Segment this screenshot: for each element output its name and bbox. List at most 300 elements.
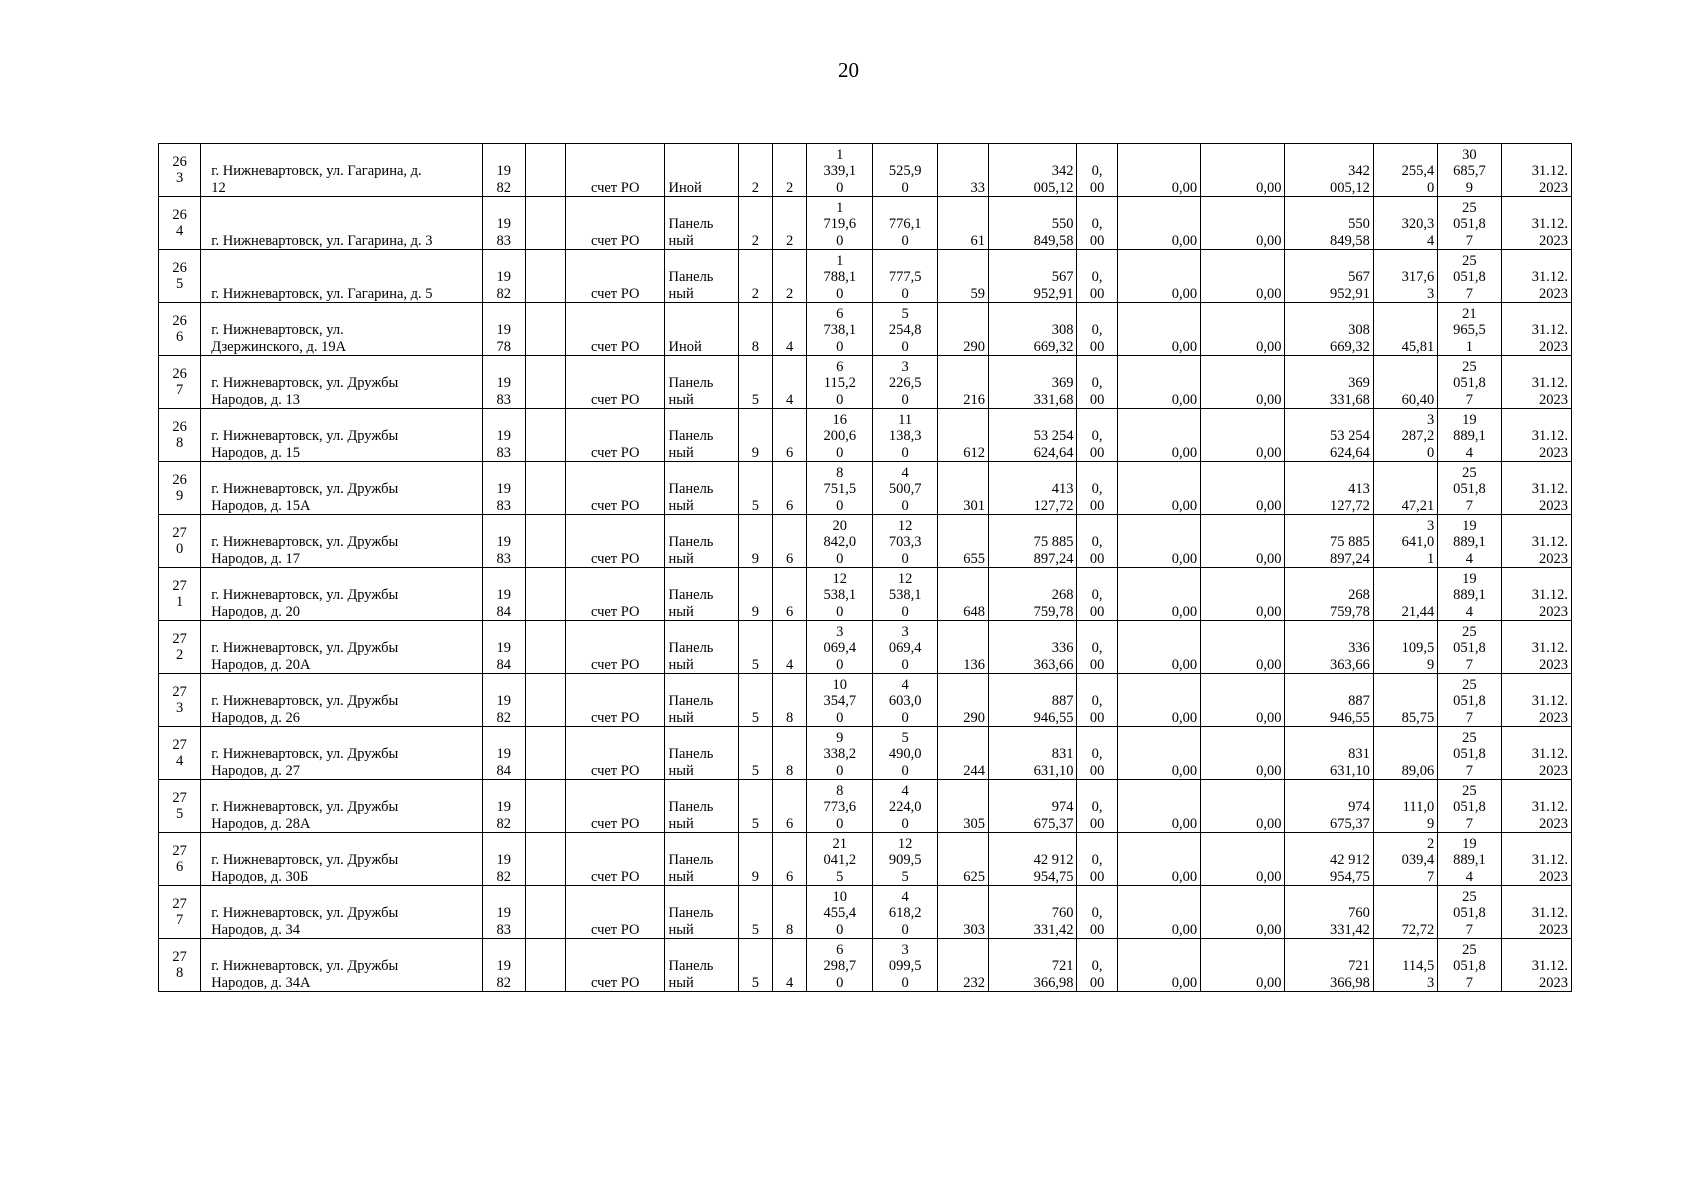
cost-part-1-cell: 0, 00 xyxy=(1077,515,1117,568)
cost-part-1-cell: 0, 00 xyxy=(1077,462,1117,515)
empty-cell xyxy=(525,939,565,992)
cost-part-4-cell: 760 331,42 xyxy=(1285,886,1373,939)
fund-method-cell: счет РО xyxy=(565,568,664,621)
completion-date-cell: 31.12. 2023 xyxy=(1501,621,1571,674)
total-area-cell: 8 751,5 0 xyxy=(807,462,873,515)
residents-cell: 305 xyxy=(937,780,988,833)
cost-part-4-cell: 336 363,66 xyxy=(1285,621,1373,674)
limit-cost-cell: 25 051,8 7 xyxy=(1438,197,1501,250)
limit-cost-cell: 25 051,8 7 xyxy=(1438,462,1501,515)
cost-part-1-cell: 0, 00 xyxy=(1077,250,1117,303)
cost-part-4-cell: 721 366,98 xyxy=(1285,939,1373,992)
address-cell: г. Нижневартовск, ул. Дружбы Народов, д. 30Б xyxy=(201,833,482,886)
cost-part-3-cell: 0,00 xyxy=(1201,303,1285,356)
total-cost-cell: 550 849,58 xyxy=(989,197,1077,250)
cost-part-2-cell: 0,00 xyxy=(1117,515,1200,568)
cost-part-1-cell: 0, 00 xyxy=(1077,409,1117,462)
empty-cell xyxy=(525,462,565,515)
empty-cell xyxy=(525,409,565,462)
limit-cost-cell: 25 051,8 7 xyxy=(1438,886,1501,939)
entrances-cell: 8 xyxy=(772,886,806,939)
cost-part-1-cell: 0, 00 xyxy=(1077,727,1117,780)
year-cell: 19 82 xyxy=(482,780,525,833)
completion-date-cell: 31.12. 2023 xyxy=(1501,568,1571,621)
cost-part-1-cell: 0, 00 xyxy=(1077,303,1117,356)
floors-cell: 5 xyxy=(738,356,772,409)
cost-part-2-cell: 0,00 xyxy=(1117,197,1200,250)
cost-part-1-cell: 0, 00 xyxy=(1077,833,1117,886)
living-area-cell: 4 224,0 0 xyxy=(873,780,937,833)
cost-part-2-cell: 0,00 xyxy=(1117,939,1200,992)
entrances-cell: 4 xyxy=(772,356,806,409)
empty-cell xyxy=(525,144,565,197)
living-area-cell: 4 603,0 0 xyxy=(873,674,937,727)
unit-cost-cell: 85,75 xyxy=(1373,674,1437,727)
living-area-cell: 5 490,0 0 xyxy=(873,727,937,780)
total-cost-cell: 42 912 954,75 xyxy=(989,833,1077,886)
empty-cell xyxy=(525,674,565,727)
wall-material-cell: Панель ный xyxy=(665,886,738,939)
limit-cost-cell: 25 051,8 7 xyxy=(1438,939,1501,992)
row-number-cell: 27 6 xyxy=(159,833,201,886)
completion-date-cell: 31.12. 2023 xyxy=(1501,462,1571,515)
living-area-cell: 776,1 0 xyxy=(873,197,937,250)
floors-cell: 5 xyxy=(738,621,772,674)
empty-cell xyxy=(525,303,565,356)
empty-cell xyxy=(525,886,565,939)
row-number-cell: 26 6 xyxy=(159,303,201,356)
entrances-cell: 6 xyxy=(772,568,806,621)
fund-method-cell: счет РО xyxy=(565,409,664,462)
unit-cost-cell: 45,81 xyxy=(1373,303,1437,356)
cost-part-4-cell: 887 946,55 xyxy=(1285,674,1373,727)
total-area-cell: 1 788,1 0 xyxy=(807,250,873,303)
year-cell: 19 83 xyxy=(482,409,525,462)
total-cost-cell: 887 946,55 xyxy=(989,674,1077,727)
total-area-cell: 16 200,6 0 xyxy=(807,409,873,462)
table-row xyxy=(159,886,1572,939)
cost-part-2-cell: 0,00 xyxy=(1117,727,1200,780)
unit-cost-cell: 72,72 xyxy=(1373,886,1437,939)
cost-part-3-cell: 0,00 xyxy=(1201,144,1285,197)
total-area-cell: 9 338,2 0 xyxy=(807,727,873,780)
empty-cell xyxy=(525,356,565,409)
wall-material-cell: Панель ный xyxy=(665,568,738,621)
row-number-cell: 26 3 xyxy=(159,144,201,197)
living-area-cell: 3 069,4 0 xyxy=(873,621,937,674)
unit-cost-cell: 111,0 9 xyxy=(1373,780,1437,833)
unit-cost-cell: 2 039,4 7 xyxy=(1373,833,1437,886)
address-cell: г. Нижневартовск, ул. Дружбы Народов, д. 17 xyxy=(201,515,482,568)
wall-material-cell: Панель ный xyxy=(665,833,738,886)
unit-cost-cell: 3 287,2 0 xyxy=(1373,409,1437,462)
unit-cost-cell: 317,6 3 xyxy=(1373,250,1437,303)
fund-method-cell: счет РО xyxy=(565,621,664,674)
unit-cost-cell: 114,5 3 xyxy=(1373,939,1437,992)
year-cell: 19 82 xyxy=(482,674,525,727)
living-area-cell: 11 138,3 0 xyxy=(873,409,937,462)
floors-cell: 2 xyxy=(738,250,772,303)
cost-part-4-cell: 268 759,78 xyxy=(1285,568,1373,621)
table-row xyxy=(159,462,1572,515)
entrances-cell: 8 xyxy=(772,727,806,780)
total-cost-cell: 831 631,10 xyxy=(989,727,1077,780)
fund-method-cell: счет РО xyxy=(565,250,664,303)
table-row xyxy=(159,197,1572,250)
wall-material-cell: Панель ный xyxy=(665,674,738,727)
empty-cell xyxy=(525,780,565,833)
wall-material-cell: Панель ный xyxy=(665,409,738,462)
cost-part-3-cell: 0,00 xyxy=(1201,250,1285,303)
completion-date-cell: 31.12. 2023 xyxy=(1501,939,1571,992)
limit-cost-cell: 25 051,8 7 xyxy=(1438,356,1501,409)
total-area-cell: 6 298,7 0 xyxy=(807,939,873,992)
page-number: 20 xyxy=(838,58,859,82)
fund-method-cell: счет РО xyxy=(565,727,664,780)
completion-date-cell: 31.12. 2023 xyxy=(1501,250,1571,303)
address-cell: г. Нижневартовск, ул. Дружбы Народов, д. 20 xyxy=(201,568,482,621)
wall-material-cell: Панель ный xyxy=(665,462,738,515)
total-cost-cell: 268 759,78 xyxy=(989,568,1077,621)
cost-part-3-cell: 0,00 xyxy=(1201,886,1285,939)
living-area-cell: 5 254,8 0 xyxy=(873,303,937,356)
cost-part-2-cell: 0,00 xyxy=(1117,568,1200,621)
floors-cell: 2 xyxy=(738,197,772,250)
year-cell: 19 83 xyxy=(482,515,525,568)
fund-method-cell: счет РО xyxy=(565,886,664,939)
limit-cost-cell: 25 051,8 7 xyxy=(1438,727,1501,780)
entrances-cell: 4 xyxy=(772,939,806,992)
living-area-cell: 12 538,1 0 xyxy=(873,568,937,621)
table-row xyxy=(159,674,1572,727)
total-area-cell: 6 738,1 0 xyxy=(807,303,873,356)
cost-part-3-cell: 0,00 xyxy=(1201,409,1285,462)
residents-cell: 648 xyxy=(937,568,988,621)
housing-table xyxy=(158,143,1572,992)
address-cell: г. Нижневартовск, ул. Дружбы Народов, д. 34А xyxy=(201,939,482,992)
year-cell: 19 82 xyxy=(482,144,525,197)
year-cell: 19 84 xyxy=(482,621,525,674)
floors-cell: 9 xyxy=(738,409,772,462)
cost-part-2-cell: 0,00 xyxy=(1117,303,1200,356)
address-cell: г. Нижневартовск, ул. Дружбы Народов, д. 13 xyxy=(201,356,482,409)
cost-part-1-cell: 0, 00 xyxy=(1077,621,1117,674)
wall-material-cell: Иной xyxy=(665,303,738,356)
total-area-cell: 10 455,4 0 xyxy=(807,886,873,939)
limit-cost-cell: 19 889,1 4 xyxy=(1438,515,1501,568)
address-cell: г. Нижневартовск, ул. Дружбы Народов, д. 26 xyxy=(201,674,482,727)
cost-part-4-cell: 75 885 897,24 xyxy=(1285,515,1373,568)
floors-cell: 5 xyxy=(738,780,772,833)
residents-cell: 290 xyxy=(937,303,988,356)
empty-cell xyxy=(525,727,565,780)
table-row xyxy=(159,939,1572,992)
floors-cell: 5 xyxy=(738,939,772,992)
cost-part-3-cell: 0,00 xyxy=(1201,833,1285,886)
completion-date-cell: 31.12. 2023 xyxy=(1501,303,1571,356)
residents-cell: 290 xyxy=(937,674,988,727)
cost-part-1-cell: 0, 00 xyxy=(1077,674,1117,727)
total-area-cell: 20 842,0 0 xyxy=(807,515,873,568)
address-cell: г. Нижневартовск, ул. Дружбы Народов, д. 20А xyxy=(201,621,482,674)
table-row xyxy=(159,780,1572,833)
floors-cell: 9 xyxy=(738,515,772,568)
table-row xyxy=(159,144,1572,197)
address-cell: г. Нижневартовск, ул. Дружбы Народов, д. 28А xyxy=(201,780,482,833)
residents-cell: 59 xyxy=(937,250,988,303)
cost-part-2-cell: 0,00 xyxy=(1117,621,1200,674)
residents-cell: 625 xyxy=(937,833,988,886)
unit-cost-cell: 89,06 xyxy=(1373,727,1437,780)
cost-part-2-cell: 0,00 xyxy=(1117,409,1200,462)
address-cell: г. Нижневартовск, ул. Дзержинского, д. 19А xyxy=(201,303,482,356)
table-row xyxy=(159,515,1572,568)
empty-cell xyxy=(525,250,565,303)
unit-cost-cell: 21,44 xyxy=(1373,568,1437,621)
limit-cost-cell: 21 965,5 1 xyxy=(1438,303,1501,356)
entrances-cell: 4 xyxy=(772,303,806,356)
unit-cost-cell: 255,4 0 xyxy=(1373,144,1437,197)
total-cost-cell: 760 331,42 xyxy=(989,886,1077,939)
cost-part-4-cell: 974 675,37 xyxy=(1285,780,1373,833)
entrances-cell: 6 xyxy=(772,462,806,515)
empty-cell xyxy=(525,197,565,250)
entrances-cell: 2 xyxy=(772,250,806,303)
cost-part-4-cell: 53 254 624,64 xyxy=(1285,409,1373,462)
total-cost-cell: 413 127,72 xyxy=(989,462,1077,515)
limit-cost-cell: 25 051,8 7 xyxy=(1438,250,1501,303)
limit-cost-cell: 25 051,8 7 xyxy=(1438,674,1501,727)
year-cell: 19 82 xyxy=(482,250,525,303)
floors-cell: 5 xyxy=(738,886,772,939)
completion-date-cell: 31.12. 2023 xyxy=(1501,674,1571,727)
limit-cost-cell: 25 051,8 7 xyxy=(1438,621,1501,674)
cost-part-4-cell: 831 631,10 xyxy=(1285,727,1373,780)
row-number-cell: 26 9 xyxy=(159,462,201,515)
wall-material-cell: Панель ный xyxy=(665,250,738,303)
floors-cell: 9 xyxy=(738,833,772,886)
limit-cost-cell: 19 889,1 4 xyxy=(1438,409,1501,462)
year-cell: 19 82 xyxy=(482,833,525,886)
residents-cell: 232 xyxy=(937,939,988,992)
empty-cell xyxy=(525,621,565,674)
living-area-cell: 12 909,5 5 xyxy=(873,833,937,886)
cost-part-3-cell: 0,00 xyxy=(1201,621,1285,674)
wall-material-cell: Панель ный xyxy=(665,515,738,568)
total-area-cell: 21 041,2 5 xyxy=(807,833,873,886)
floors-cell: 5 xyxy=(738,727,772,780)
completion-date-cell: 31.12. 2023 xyxy=(1501,515,1571,568)
cost-part-4-cell: 413 127,72 xyxy=(1285,462,1373,515)
entrances-cell: 4 xyxy=(772,621,806,674)
total-cost-cell: 336 363,66 xyxy=(989,621,1077,674)
cost-part-3-cell: 0,00 xyxy=(1201,356,1285,409)
cost-part-4-cell: 369 331,68 xyxy=(1285,356,1373,409)
floors-cell: 2 xyxy=(738,144,772,197)
table-row xyxy=(159,621,1572,674)
total-cost-cell: 53 254 624,64 xyxy=(989,409,1077,462)
living-area-cell: 4 618,2 0 xyxy=(873,886,937,939)
residents-cell: 655 xyxy=(937,515,988,568)
wall-material-cell: Панель ный xyxy=(665,621,738,674)
table-body xyxy=(159,144,1572,992)
cost-part-4-cell: 308 669,32 xyxy=(1285,303,1373,356)
cost-part-3-cell: 0,00 xyxy=(1201,515,1285,568)
row-number-cell: 27 5 xyxy=(159,780,201,833)
cost-part-3-cell: 0,00 xyxy=(1201,939,1285,992)
cost-part-3-cell: 0,00 xyxy=(1201,674,1285,727)
cost-part-2-cell: 0,00 xyxy=(1117,462,1200,515)
living-area-cell: 3 226,5 0 xyxy=(873,356,937,409)
limit-cost-cell: 30 685,7 9 xyxy=(1438,144,1501,197)
entrances-cell: 8 xyxy=(772,674,806,727)
address-cell: г. Нижневартовск, ул. Гагарина, д. 12 xyxy=(201,144,482,197)
cost-part-3-cell: 0,00 xyxy=(1201,197,1285,250)
wall-material-cell: Иной xyxy=(665,144,738,197)
row-number-cell: 27 2 xyxy=(159,621,201,674)
total-cost-cell: 721 366,98 xyxy=(989,939,1077,992)
cost-part-1-cell: 0, 00 xyxy=(1077,356,1117,409)
row-number-cell: 27 0 xyxy=(159,515,201,568)
unit-cost-cell: 47,21 xyxy=(1373,462,1437,515)
limit-cost-cell: 19 889,1 4 xyxy=(1438,833,1501,886)
cost-part-4-cell: 42 912 954,75 xyxy=(1285,833,1373,886)
total-area-cell: 1 339,1 0 xyxy=(807,144,873,197)
row-number-cell: 27 7 xyxy=(159,886,201,939)
unit-cost-cell: 320,3 4 xyxy=(1373,197,1437,250)
total-area-cell: 1 719,6 0 xyxy=(807,197,873,250)
total-area-cell: 8 773,6 0 xyxy=(807,780,873,833)
year-cell: 19 82 xyxy=(482,939,525,992)
cost-part-4-cell: 550 849,58 xyxy=(1285,197,1373,250)
table-row xyxy=(159,303,1572,356)
year-cell: 19 84 xyxy=(482,727,525,780)
table-row xyxy=(159,356,1572,409)
row-number-cell: 27 3 xyxy=(159,674,201,727)
residents-cell: 216 xyxy=(937,356,988,409)
address-cell: г. Нижневартовск, ул. Дружбы Народов, д. 27 xyxy=(201,727,482,780)
living-area-cell: 12 703,3 0 xyxy=(873,515,937,568)
fund-method-cell: счет РО xyxy=(565,833,664,886)
entrances-cell: 6 xyxy=(772,409,806,462)
living-area-cell: 525,9 0 xyxy=(873,144,937,197)
year-cell: 19 83 xyxy=(482,462,525,515)
floors-cell: 9 xyxy=(738,568,772,621)
entrances-cell: 6 xyxy=(772,833,806,886)
table-row xyxy=(159,568,1572,621)
cost-part-1-cell: 0, 00 xyxy=(1077,886,1117,939)
total-cost-cell: 342 005,12 xyxy=(989,144,1077,197)
completion-date-cell: 31.12. 2023 xyxy=(1501,727,1571,780)
total-cost-cell: 75 885 897,24 xyxy=(989,515,1077,568)
year-cell: 19 83 xyxy=(482,886,525,939)
entrances-cell: 2 xyxy=(772,144,806,197)
total-cost-cell: 974 675,37 xyxy=(989,780,1077,833)
wall-material-cell: Панель ный xyxy=(665,356,738,409)
fund-method-cell: счет РО xyxy=(565,144,664,197)
cost-part-3-cell: 0,00 xyxy=(1201,568,1285,621)
wall-material-cell: Панель ный xyxy=(665,727,738,780)
address-cell: г. Нижневартовск, ул. Гагарина, д. 5 xyxy=(201,250,482,303)
address-cell: г. Нижневартовск, ул. Дружбы Народов, д. 34 xyxy=(201,886,482,939)
entrances-cell: 6 xyxy=(772,515,806,568)
row-number-cell: 26 7 xyxy=(159,356,201,409)
table-row xyxy=(159,727,1572,780)
cost-part-3-cell: 0,00 xyxy=(1201,780,1285,833)
cost-part-1-cell: 0, 00 xyxy=(1077,197,1117,250)
year-cell: 19 83 xyxy=(482,356,525,409)
fund-method-cell: счет РО xyxy=(565,674,664,727)
entrances-cell: 6 xyxy=(772,780,806,833)
residents-cell: 612 xyxy=(937,409,988,462)
cost-part-2-cell: 0,00 xyxy=(1117,674,1200,727)
cost-part-1-cell: 0, 00 xyxy=(1077,780,1117,833)
residents-cell: 136 xyxy=(937,621,988,674)
residents-cell: 33 xyxy=(937,144,988,197)
fund-method-cell: счет РО xyxy=(565,780,664,833)
fund-method-cell: счет РО xyxy=(565,356,664,409)
fund-method-cell: счет РО xyxy=(565,939,664,992)
living-area-cell: 4 500,7 0 xyxy=(873,462,937,515)
row-number-cell: 26 8 xyxy=(159,409,201,462)
residents-cell: 244 xyxy=(937,727,988,780)
fund-method-cell: счет РО xyxy=(565,462,664,515)
cost-part-1-cell: 0, 00 xyxy=(1077,144,1117,197)
row-number-cell: 27 4 xyxy=(159,727,201,780)
living-area-cell: 3 099,5 0 xyxy=(873,939,937,992)
completion-date-cell: 31.12. 2023 xyxy=(1501,886,1571,939)
row-number-cell: 26 4 xyxy=(159,197,201,250)
year-cell: 19 83 xyxy=(482,197,525,250)
completion-date-cell: 31.12. 2023 xyxy=(1501,780,1571,833)
cost-part-2-cell: 0,00 xyxy=(1117,356,1200,409)
cost-part-4-cell: 567 952,91 xyxy=(1285,250,1373,303)
fund-method-cell: счет РО xyxy=(565,197,664,250)
living-area-cell: 777,5 0 xyxy=(873,250,937,303)
wall-material-cell: Панель ный xyxy=(665,780,738,833)
row-number-cell: 27 1 xyxy=(159,568,201,621)
residents-cell: 301 xyxy=(937,462,988,515)
cost-part-3-cell: 0,00 xyxy=(1201,462,1285,515)
total-area-cell: 12 538,1 0 xyxy=(807,568,873,621)
completion-date-cell: 31.12. 2023 xyxy=(1501,197,1571,250)
cost-part-1-cell: 0, 00 xyxy=(1077,939,1117,992)
limit-cost-cell: 19 889,1 4 xyxy=(1438,568,1501,621)
row-number-cell: 26 5 xyxy=(159,250,201,303)
unit-cost-cell: 60,40 xyxy=(1373,356,1437,409)
total-area-cell: 6 115,2 0 xyxy=(807,356,873,409)
table-row xyxy=(159,409,1572,462)
completion-date-cell: 31.12. 2023 xyxy=(1501,356,1571,409)
fund-method-cell: счет РО xyxy=(565,515,664,568)
cost-part-2-cell: 0,00 xyxy=(1117,144,1200,197)
wall-material-cell: Панель ный xyxy=(665,939,738,992)
residents-cell: 61 xyxy=(937,197,988,250)
residents-cell: 303 xyxy=(937,886,988,939)
address-cell: г. Нижневартовск, ул. Дружбы Народов, д. 15А xyxy=(201,462,482,515)
completion-date-cell: 31.12. 2023 xyxy=(1501,144,1571,197)
cost-part-4-cell: 342 005,12 xyxy=(1285,144,1373,197)
limit-cost-cell: 25 051,8 7 xyxy=(1438,780,1501,833)
cost-part-1-cell: 0, 00 xyxy=(1077,568,1117,621)
year-cell: 19 78 xyxy=(482,303,525,356)
empty-cell xyxy=(525,515,565,568)
cost-part-3-cell: 0,00 xyxy=(1201,727,1285,780)
address-cell: г. Нижневартовск, ул. Дружбы Народов, д. 15 xyxy=(201,409,482,462)
floors-cell: 5 xyxy=(738,462,772,515)
total-area-cell: 10 354,7 0 xyxy=(807,674,873,727)
table-row xyxy=(159,833,1572,886)
